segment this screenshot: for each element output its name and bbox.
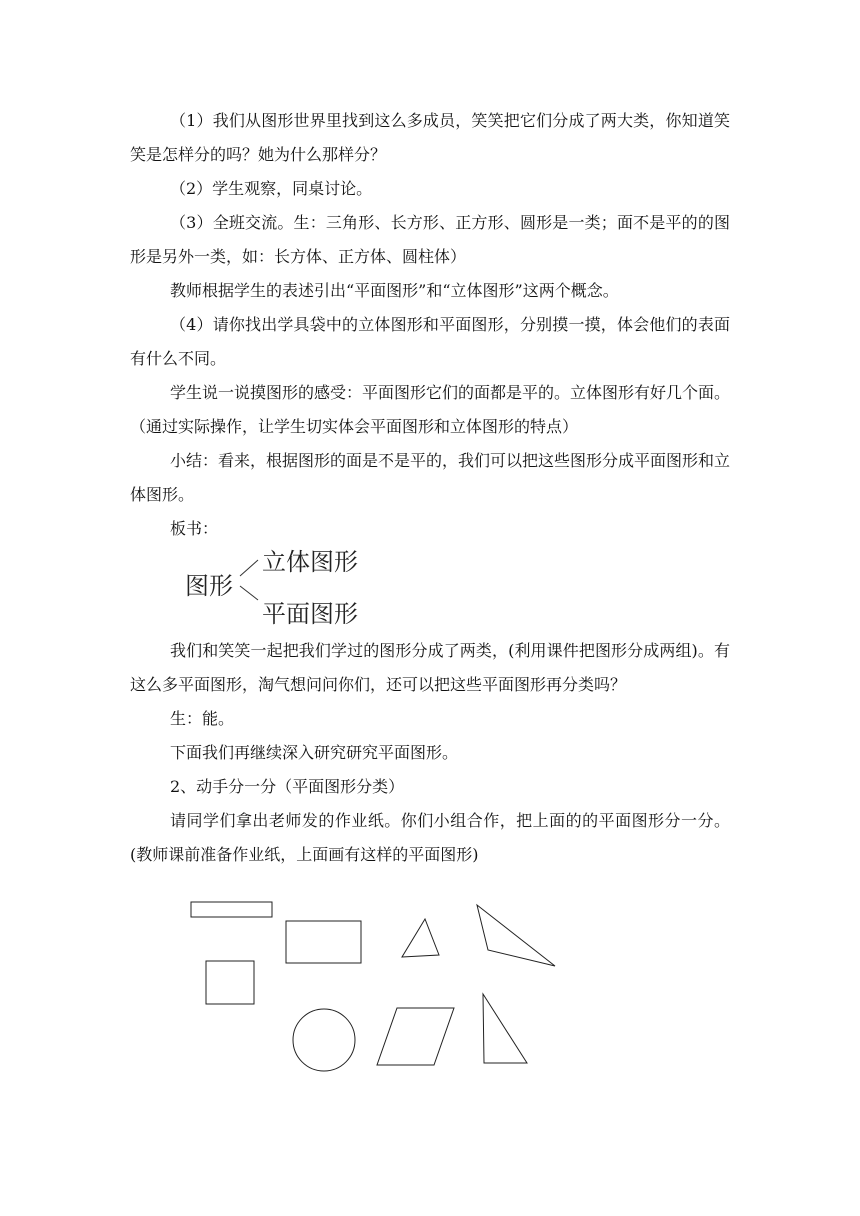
paragraph-1: （1）我们从图形世界里找到这么多成员，笑笑把它们分成了两大类，你知道笑笑是怎样分的吗？她为什么那样分？	[130, 111, 730, 164]
board-plane-label: 平面图形	[262, 600, 358, 628]
parallelogram-shape	[377, 1008, 454, 1065]
paragraph-12: 2、动手分一分（平面图形分类）	[170, 777, 405, 796]
paragraph-11: 下面我们再继续深入研究研究平面图形。	[170, 743, 459, 762]
paragraph-5: （4）请你找出学具袋中的立体图形和平面图形，分别摸一摸，体会他们的表面有什么不同。	[130, 315, 730, 368]
triangle-shape	[402, 919, 439, 957]
right-triangle-shape	[483, 994, 527, 1063]
obtuse-triangle-shape	[477, 905, 555, 966]
circle-shape	[293, 1009, 355, 1071]
board-solid-label: 立体图形	[262, 548, 358, 576]
square-shape	[206, 961, 254, 1004]
rectangle-shape	[286, 921, 361, 963]
paragraph-9: 我们和笑笑一起把我们学过的图形分成了两类，(利用课件把图形分成两组)。有这么多平面图形，淘气想问问你们，还可以把这些平面图形再分类吗？	[130, 641, 730, 694]
thin-rectangle-shape	[191, 902, 272, 917]
paragraph-3: （3）全班交流。生：三角形、长方形、正方形、圆形是一类；面不是平的的图形是另外一类，如：长方体、正方体、圆柱体）	[130, 213, 730, 266]
paragraph-4: 教师根据学生的表述引出“平面图形”和“立体图形”这两个概念。	[170, 281, 619, 300]
paragraph-10: 生：能。	[170, 709, 235, 728]
board-branch-line-down	[240, 586, 258, 600]
paragraph-board-label: 板书：	[170, 519, 219, 538]
paragraph-13: 请同学们拿出老师发的作业纸。你们小组合作，把上面的的平面图形分一分。(教师课前准备作业纸，上面画有这样的平面图形)	[130, 811, 730, 864]
board-root-label: 图形	[185, 572, 233, 600]
paragraph-7: 小结：看来，根据图形的面是不是平的，我们可以把这些图形分成平面图形和立体图形。	[130, 451, 731, 504]
paragraph-6: 学生说一说摸图形的感受：平面图形它们的面都是平的。立体图形有好几个面。 （通过实际操作，让学生切实体会平面图形和立体图形的特点）	[130, 383, 731, 436]
board-branch-line-up	[240, 560, 258, 576]
paragraph-2: （2）学生观察，同桌讨论。	[170, 179, 373, 198]
